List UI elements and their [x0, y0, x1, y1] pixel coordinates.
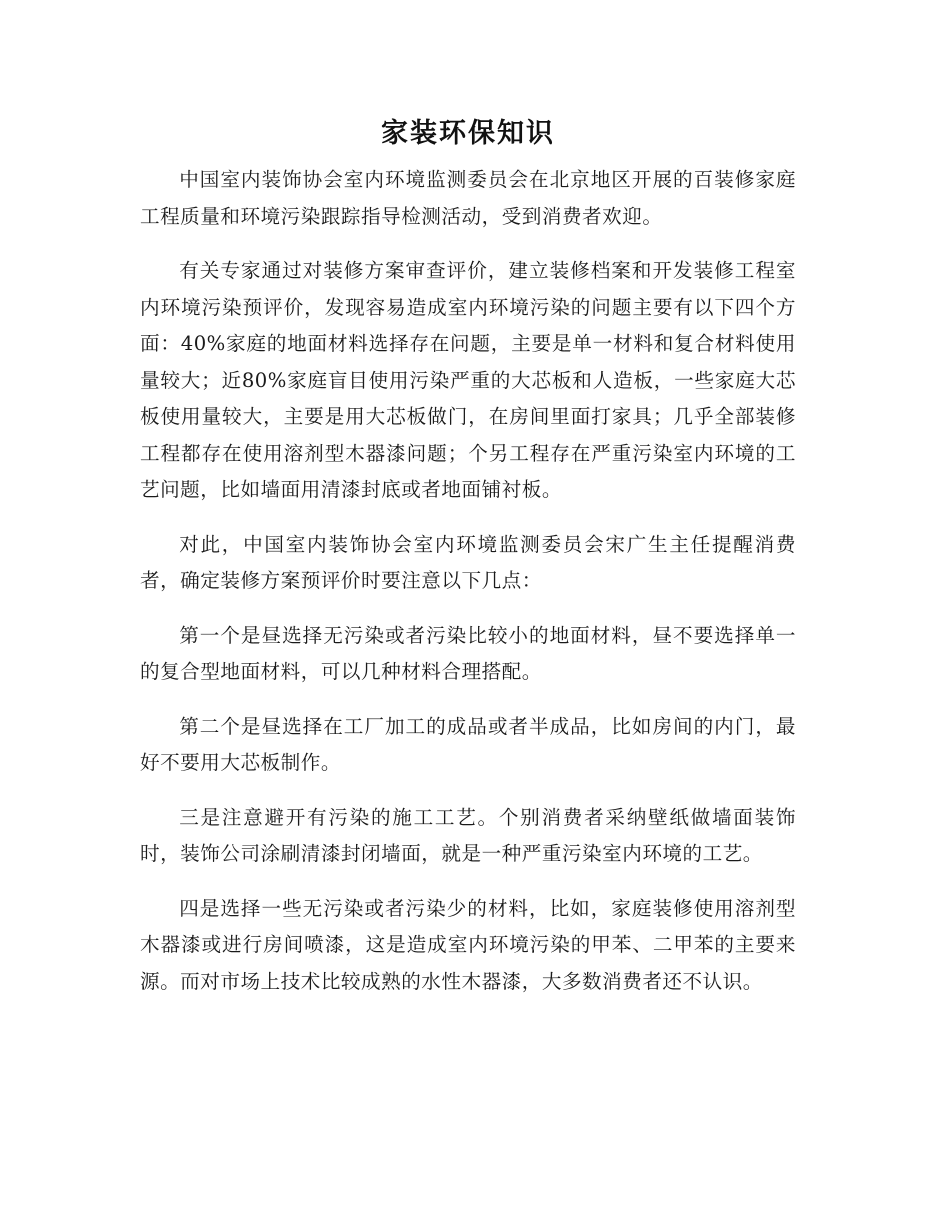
paragraph-reminder: 对此，中国室内装饰协会室内环境监测委员会宋广生主任提醒消费者，确定装修方案预评价时要注意以下几点：	[140, 532, 796, 592]
paragraph-point-3: 三是注意避开有污染的施工工艺。个别消费者采纳壁纸做墙面装饰时，装饰公司涂刷清漆封闭墙面，就是一种严重污染室内环境的工艺。	[140, 805, 796, 865]
paragraph-expert-findings: 有关专家通过对装修方案审查评价，建立装修档案和开发装修工程室内环境污染预评价，发现容易造成室内环境污染的问题主要有以下四个方面：40%家庭的地面材料选择存在问题，主要是单一材料和复合材料使用量较大；近80%家庭盲目使用污染严重的大芯板和人造板，一些家庭大芯板使用量较大，主要是用大芯板做门，在房间里面打家具；几乎全部装修工程都存在使用溶剂型木器漆问题；个另工程存在严重污染室内环境的工艺问题，比如墙面用清漆封底或者地面铺衬板。	[140, 259, 796, 501]
document-title: 家装环保知识	[381, 118, 555, 149]
document-body	[140, 112, 796, 1018]
paragraph-point-2: 第二个是昼选择在工厂加工的成品或者半成品，比如房间的内门，最好不要用大芯板制作。	[140, 714, 796, 774]
paragraph-point-4: 四是选择一些无污染或者污染少的材料，比如，家庭装修使用溶剂型木器漆或进行房间喷漆，这是造成室内环境污染的甲苯、二甲苯的主要来源。而对市场上技术比较成熟的水性木器漆，大多数消费者还不认识。	[140, 896, 796, 993]
paragraph-intro: 中国室内装饰协会室内环境监测委员会在北京地区开展的百装修家庭工程质量和环境污染跟踪指导检测活动，受到消费者欢迎。	[140, 168, 796, 228]
paragraph-point-1: 第一个是昼选择无污染或者污染比较小的地面材料，昼不要选择单一的复合型地面材料，可以几种材料合理搭配。	[140, 623, 796, 683]
